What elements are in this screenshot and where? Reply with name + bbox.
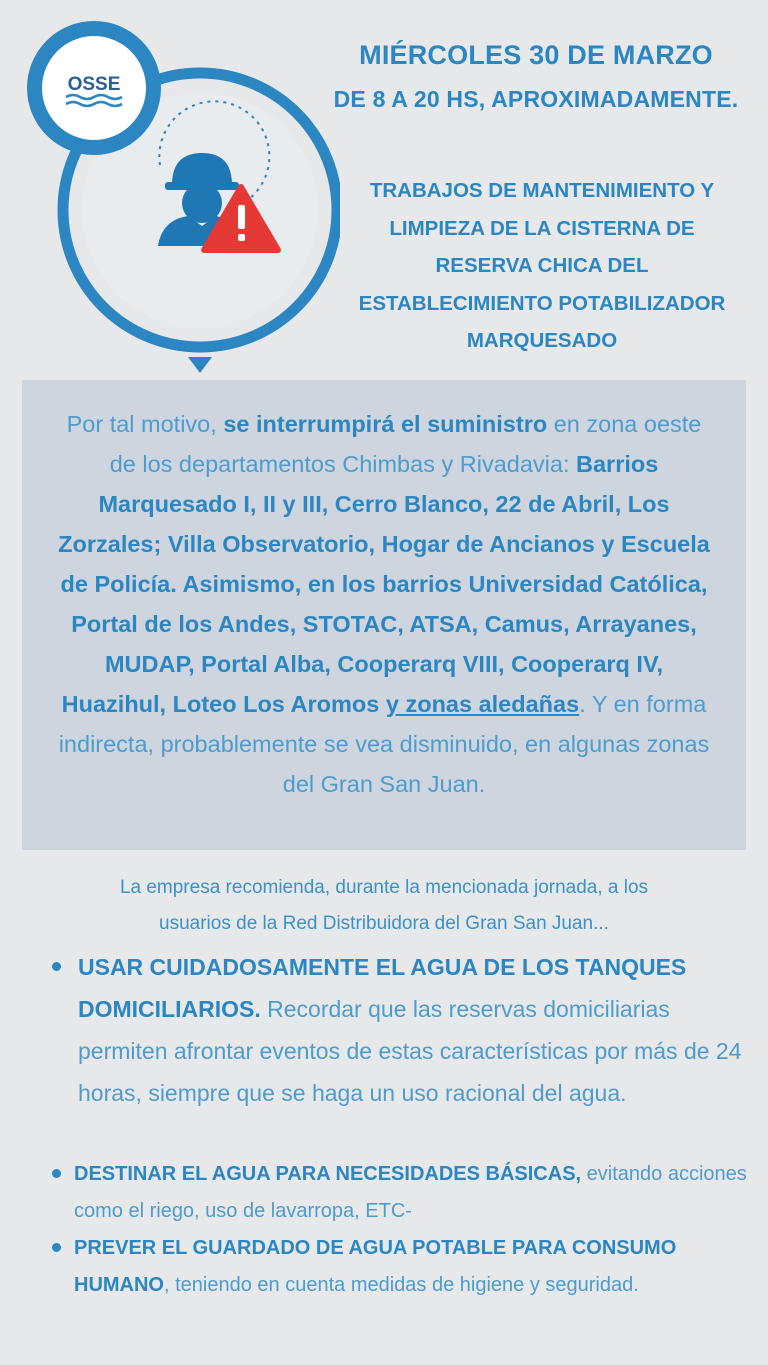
notice-intro: Por tal motivo, [66,411,224,437]
pointer-triangle-icon [188,357,212,373]
notice-indirect: . Y en forma indirecta, probablemente se vea disminuido, en algunas zonas del Gran San Juan. [58,691,710,797]
bullet-bold: PREVER EL GUARDADO DE AGUA POTABLE PARA CONSUMO HUMANO [74,1237,677,1296]
bullet-dot-icon [52,1243,61,1252]
bullet-bold: DESTINAR EL AGUA PARA NECESIDADES BÁSICAS, [74,1163,582,1185]
bullet-text [74,1156,752,1230]
notice-nearby-zones: y zonas aledañas [385,691,580,717]
bullet-dot-icon [52,1169,61,1178]
recommendation-line: La empresa recomienda, durante la mencionada jornada, a los [119,877,649,898]
work-line: MARQUESADO [466,329,618,352]
notice-box [22,380,746,850]
logo-text: OSSE [67,74,121,95]
bullet-item [52,1230,752,1304]
work-description [316,172,768,360]
bullet-rest: evitando acciones como el riego, uso de lavarropa, ETC- [74,1163,747,1222]
date-heading: MIÉRCOLES 30 DE MARZO [359,40,713,70]
bullet-item [52,946,752,1114]
recommendation-intro [20,870,748,942]
bullet-rest: , teniendo en cuenta medidas de higiene y seguridad. [164,1274,639,1296]
bullet-text [74,1230,752,1304]
notice-zone: en zona oeste de los departamentos Chimbas y Rivadavia: [109,411,702,477]
notice-neighborhoods: Barrios Marquesado I, II y III, Cerro Blanco, 22 de Abril, Los Zorzales; Villa Observatorio, Hogar de Ancianos y Escuela de Policía. Asimismo, en los barrios Universidad Católica, Portal de los Andes, STOTAC, ATSA, Camus, Arrayanes, MUDAP, Portal Alba, Cooperarq VIII, Cooperarq IV, Huazihul, Loteo Los Aromos [58,451,710,717]
bullet-text [78,946,752,1114]
bullet-item [52,1156,752,1230]
bullet-dot-icon [52,962,61,971]
notice-interruption: se interrumpirá el suministro [223,411,548,437]
notice-text [52,404,716,804]
recommendation-line: usuarios de la Red Distribuidora del Gran San Juan... [159,913,609,934]
bullet-rest: Recordar que las reservas domiciliarias permiten afrontar eventos de estas características por más de 24 horas, siempre que se haga un uso racional del agua. [78,996,742,1106]
work-line: RESERVA CHICA DEL [435,254,649,277]
bullet-bold: USAR CUIDADOSAMENTE EL AGUA DE LOS TANQUES DOMICILIARIOS. [78,954,687,1022]
work-line: TRABAJOS DE MANTENIMIENTO Y [369,179,715,202]
header-graphic [0,0,340,380]
work-line: LIMPIEZA DE LA CISTERNA DE [389,216,695,240]
time-heading: DE 8 A 20 HS, APROXIMADAMENTE. [333,86,739,112]
work-line: ESTABLECIMIENTO POTABILIZADOR [358,291,726,315]
